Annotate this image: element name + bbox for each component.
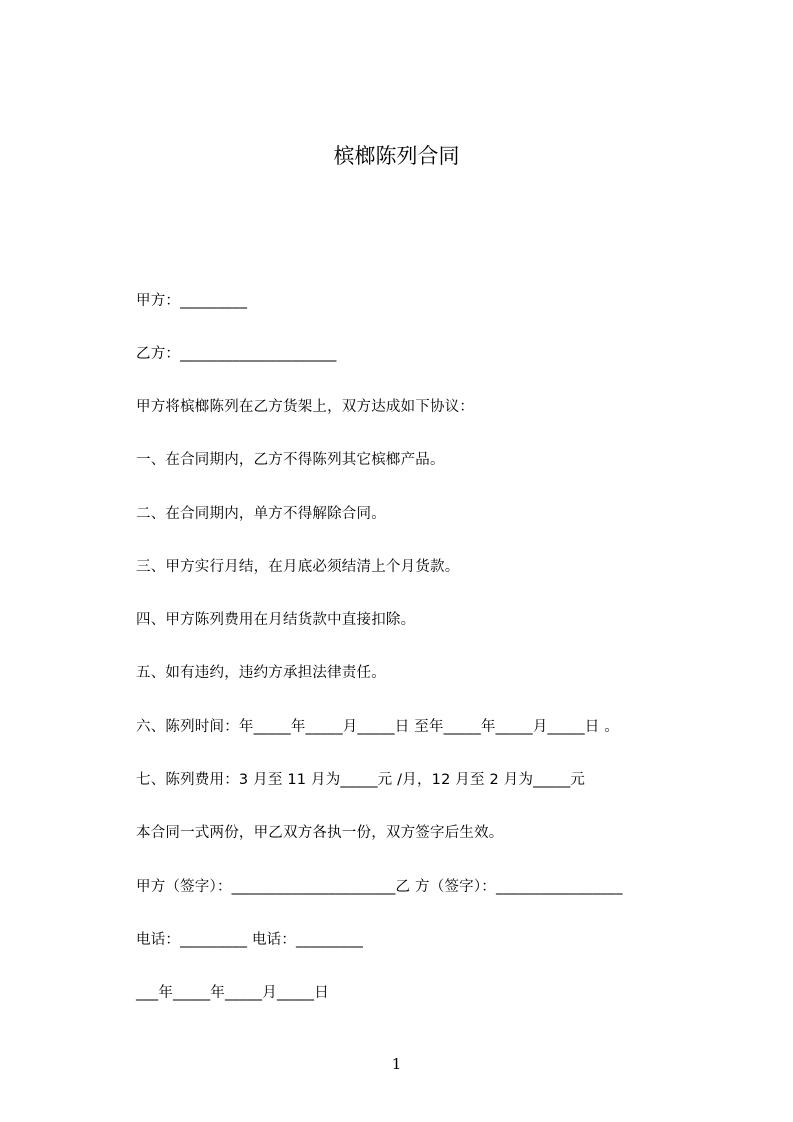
clause-5: 五、如有违约，违约方承担法律责任。 [136, 665, 386, 681]
party-b-line: 乙方：_____________________ [136, 346, 337, 362]
agreement-intro: 甲方将槟榔陈列在乙方货架上，双方达成如下协议： [136, 399, 475, 415]
phone-line: 电话：_________ 电话：_________ [136, 932, 364, 948]
page-title: 槟榔陈列合同 [333, 144, 460, 168]
page-number: 1 [391, 1055, 402, 1073]
date-line: ___年_____年_____月_____日 [136, 985, 329, 1001]
clause-2: 二、在合同期内，单方不得解除合同。 [136, 506, 386, 522]
clause-6-display-period: 六、陈列时间：年_____年_____月_____日 至年_____年_____月_____日 。 [136, 719, 620, 735]
clause-4: 四、甲方陈列费用在月结货款中直接扣除。 [136, 612, 416, 628]
clause-1: 一、在合同期内，乙方不得陈列其它槟榔产品。 [136, 452, 445, 468]
signature-line: 甲方（签字）：______________________乙 方（签字）：_________________ [136, 879, 623, 895]
clause-3: 三、甲方实行月结，在月底必须结清上个月货款。 [136, 559, 460, 575]
party-a-line: 甲方：_________ [136, 293, 248, 309]
clause-7-display-fee: 七、陈列费用：3 月至 11 月为_____元 /月，12 月至 2 月为_____元 [136, 772, 586, 788]
effectiveness-statement: 本合同一式两份，甲乙双方各执一份，双方签字后生效。 [136, 825, 504, 841]
